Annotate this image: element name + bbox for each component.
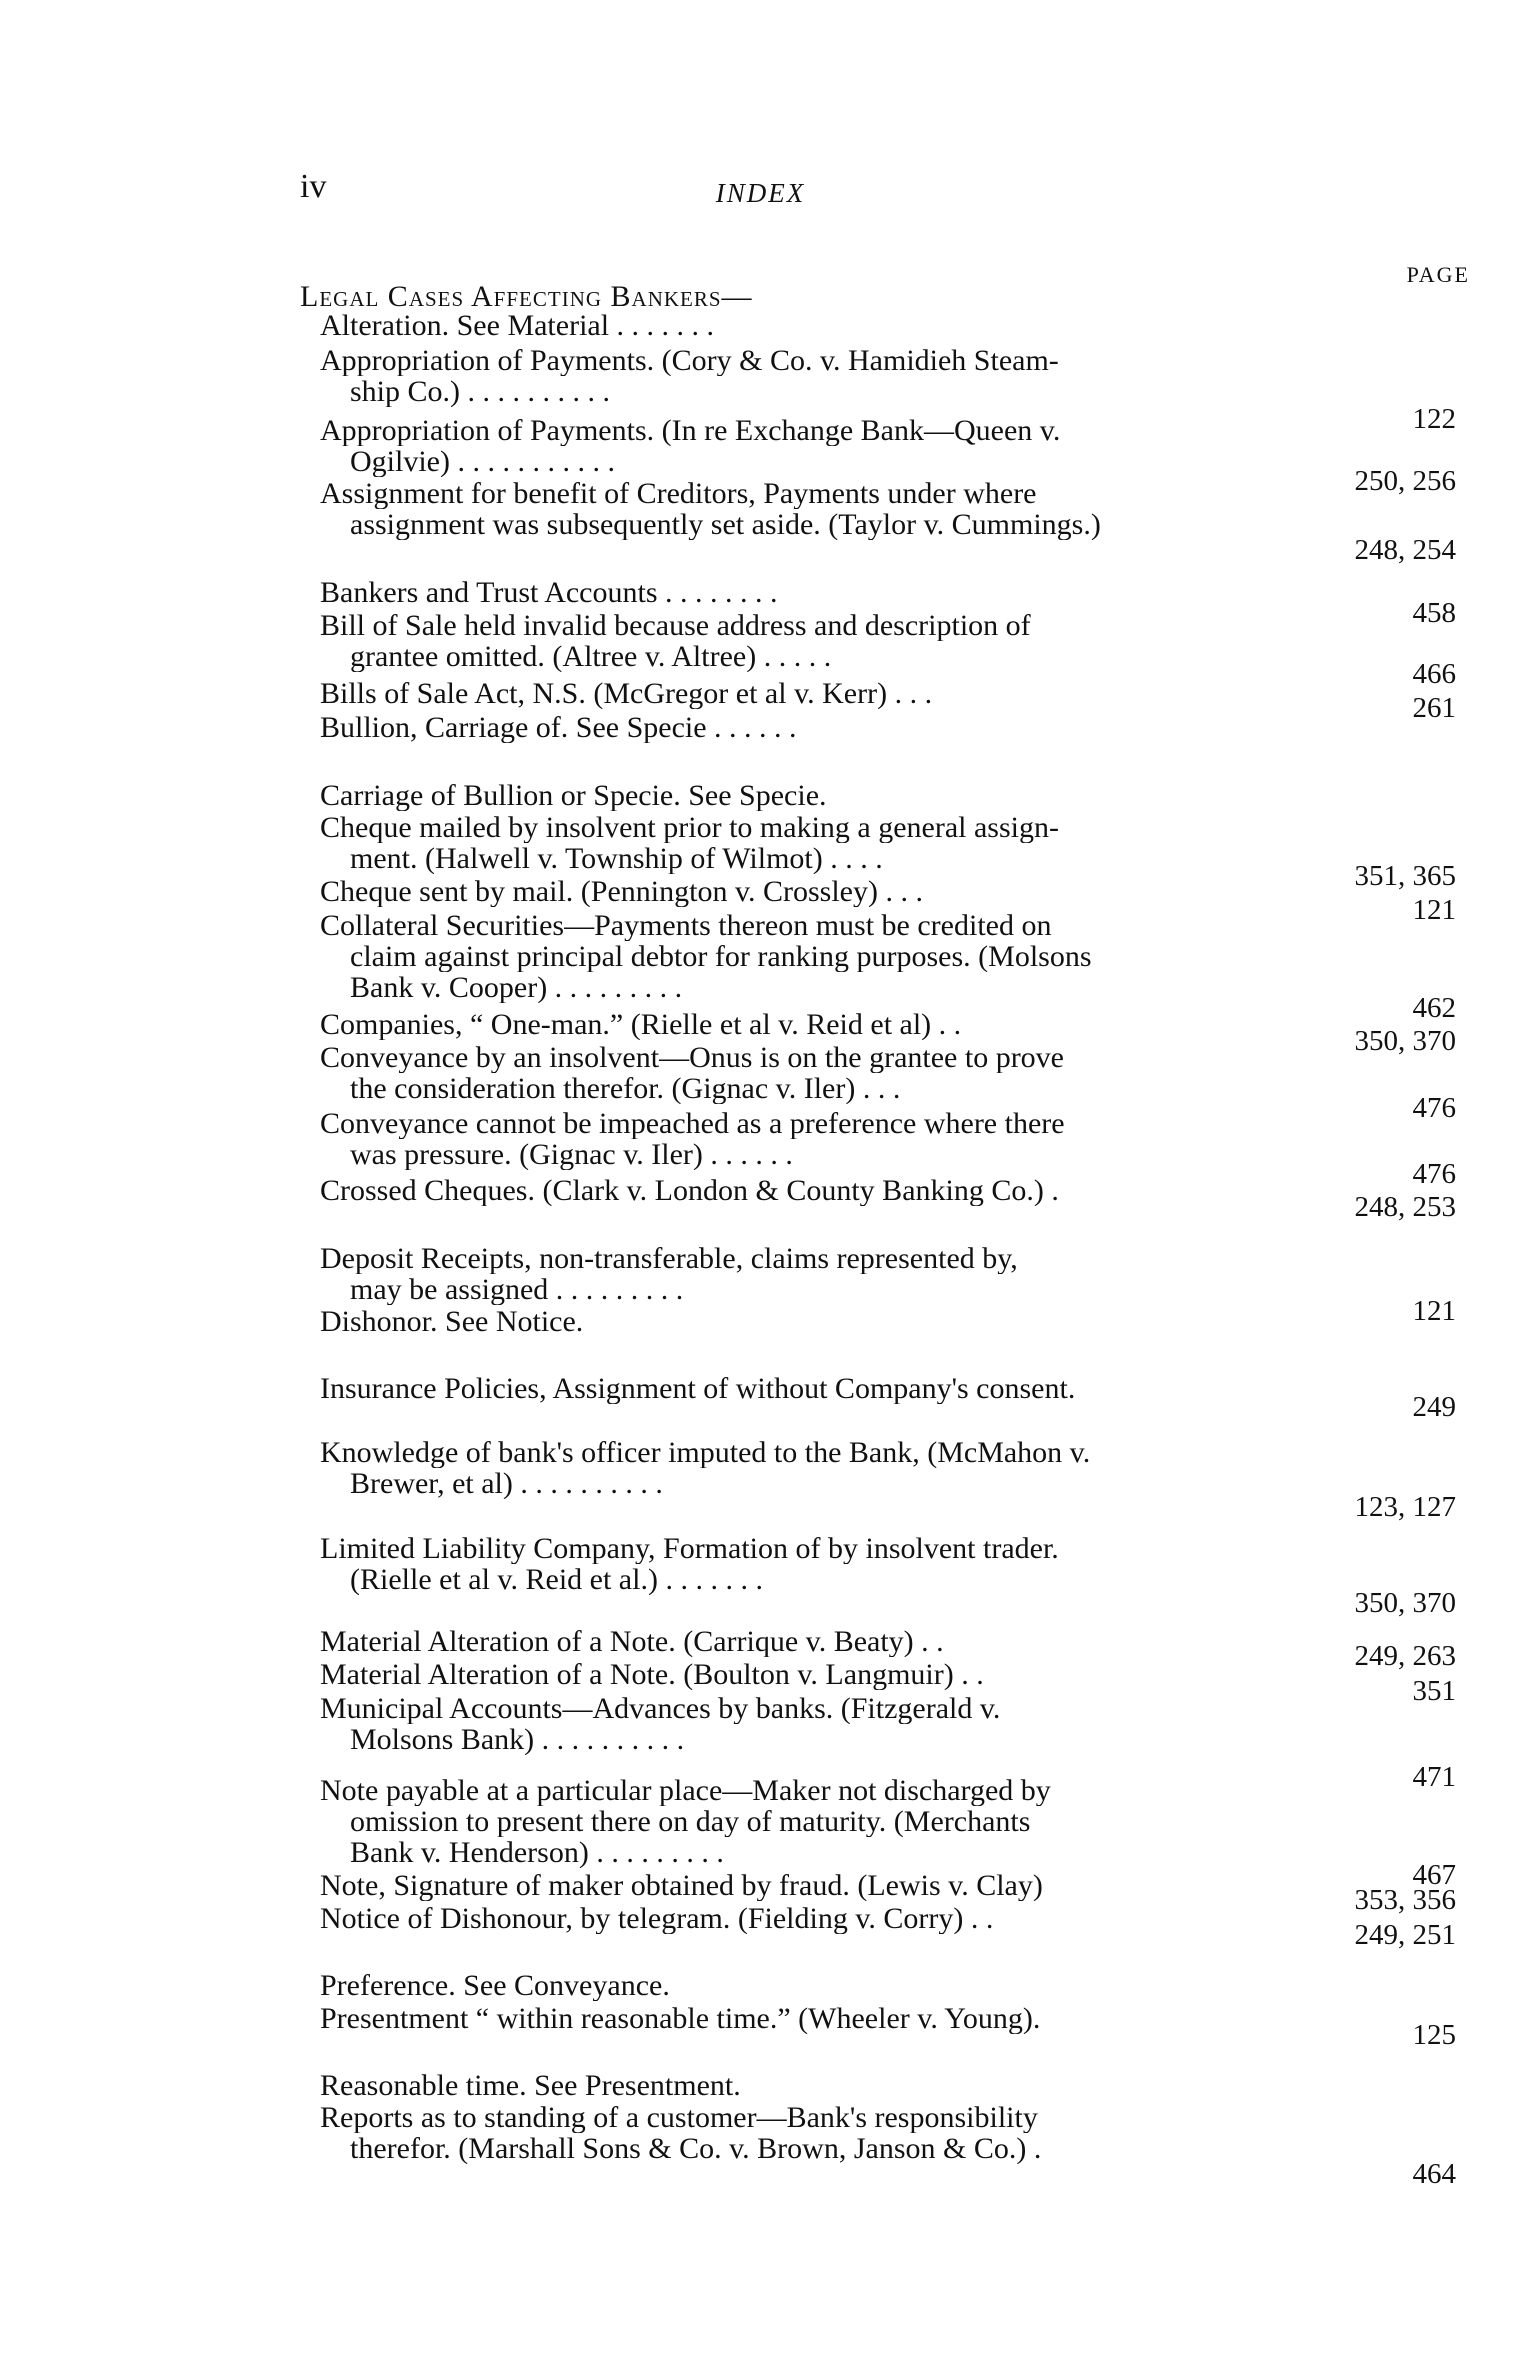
entry-page-numbers: 123, 127	[1354, 1491, 1456, 1523]
entry-line: Bill of Sale held invalid because address and description of	[320, 610, 1031, 641]
page-folio: iv	[300, 168, 327, 205]
index-entry	[0, 1533, 1521, 1619]
entry-text	[320, 1042, 1275, 1104]
entry-text	[320, 415, 1275, 477]
entry-text	[320, 1373, 1275, 1404]
entry-line: Cheque sent by mail. (Pennington v. Crossley) . . .	[320, 876, 923, 907]
entry-line: ship Co.) . . . . . . . . . .	[350, 376, 611, 407]
entry-text	[320, 1533, 1275, 1595]
index-entry	[0, 712, 1521, 743]
entry-line: Notice of Dishonour, by telegram. (Fielding v. Corry) . .	[320, 1903, 994, 1934]
entry-line: the consideration therefor. (Gignac v. Iler) . . .	[350, 1073, 901, 1104]
index-entry	[0, 1437, 1521, 1523]
entry-line: may be assigned . . . . . . . . .	[350, 1274, 684, 1305]
entry-line: Knowledge of bank's officer imputed to the Bank, (McMahon v.	[320, 1437, 1091, 1468]
entry-page-numbers: 122	[1412, 403, 1456, 435]
entry-line: Assignment for benefit of Creditors, Payments under where	[320, 478, 1037, 509]
index-entry	[0, 678, 1521, 724]
entry-line: was pressure. (Gignac v. Iler) . . . . . .	[350, 1139, 793, 1170]
entry-line: Limited Liability Company, Formation of by insolvent trader.	[320, 1533, 1059, 1564]
entry-page-numbers: 121	[1412, 894, 1456, 926]
entry-text	[320, 2102, 1275, 2164]
entry-page-numbers: 125	[1412, 2019, 1456, 2051]
entry-line: Cheque mailed by insolvent prior to making a general assign-	[320, 812, 1059, 843]
entry-page-numbers: 248, 254	[1354, 534, 1456, 566]
entry-text	[320, 610, 1275, 672]
entry-page-numbers: 353, 356	[1354, 1884, 1456, 1916]
entry-text	[320, 1243, 1275, 1305]
index-entry	[0, 1373, 1521, 1423]
entry-text	[320, 1626, 1275, 1657]
entry-text	[320, 780, 1275, 811]
entry-line: Carriage of Bullion or Specie. See Specie.	[320, 780, 827, 811]
index-entry	[0, 2003, 1521, 2051]
index-entry	[0, 1108, 1521, 1190]
index-entry	[0, 780, 1521, 811]
entry-line: Preference. See Conveyance.	[320, 1970, 670, 2001]
entry-text	[320, 577, 1275, 608]
entry-line: Molsons Bank) . . . . . . . . . .	[350, 1724, 685, 1755]
entry-line: grantee omitted. (Altree v. Altree) . . . . .	[350, 641, 832, 672]
entry-page-numbers: 350, 370	[1354, 1025, 1456, 1057]
entry-line: Alteration. See Material . . . . . . .	[320, 310, 715, 341]
index-entry	[0, 1903, 1521, 1951]
entry-text	[320, 478, 1275, 540]
entry-line: omission to present there on day of maturity. (Merchants	[350, 1806, 1031, 1837]
entry-text	[320, 2070, 1275, 2101]
entry-line: Bank v. Henderson) . . . . . . . . .	[350, 1837, 724, 1868]
page-column-label: PAGE	[1406, 262, 1470, 287]
entry-page-numbers: 261	[1412, 692, 1456, 724]
entry-line: Bills of Sale Act, N.S. (McGregor et al v. Kerr) . . .	[320, 678, 933, 709]
entry-page-numbers: 471	[1412, 1761, 1456, 1793]
entry-line: Note, Signature of maker obtained by fraud. (Lewis v. Clay)	[320, 1870, 1043, 1901]
entry-line: therefor. (Marshall Sons & Co. v. Brown, Janson & Co.) .	[350, 2133, 1042, 2164]
entry-page-numbers: 467	[1412, 1859, 1456, 1891]
entry-text	[320, 1437, 1275, 1499]
index-entry	[0, 310, 1521, 341]
entry-page-numbers: 250, 256	[1354, 465, 1456, 497]
entry-page-numbers: 466	[1412, 658, 1456, 690]
entry-line: Deposit Receipts, non-transferable, claims represented by,	[320, 1243, 1018, 1274]
entry-text	[320, 1009, 1275, 1040]
entry-line: Ogilvie) . . . . . . . . . . .	[350, 446, 615, 477]
entry-line: Crossed Cheques. (Clark v. London & County Banking Co.) .	[320, 1175, 1059, 1206]
index-entry	[0, 1970, 1521, 2001]
index-entry	[0, 2070, 1521, 2101]
index-entry	[0, 1626, 1521, 1672]
entry-page-numbers: 458	[1412, 597, 1456, 629]
entry-text	[320, 678, 1275, 709]
entry-line: claim against principal debtor for ranking purposes. (Molsons	[350, 941, 1092, 972]
entry-text	[320, 876, 1275, 907]
entry-text	[320, 1870, 1275, 1901]
entry-text	[320, 1659, 1275, 1690]
entry-page-numbers: 249, 263	[1354, 1640, 1456, 1672]
entry-line: Appropriation of Payments. (In re Exchange Bank—Queen v.	[320, 415, 1061, 446]
entry-text	[320, 1175, 1275, 1206]
entry-text	[320, 812, 1275, 874]
section-heading: Legal Cases Affecting Bankers—	[300, 280, 753, 313]
entry-text	[320, 1108, 1275, 1170]
entry-line: Material Alteration of a Note. (Boulton v. Langmuir) . .	[320, 1659, 984, 1690]
entry-line: Presentment “ within reasonable time.” (Wheeler v. Young).	[320, 2003, 1041, 2034]
entry-text	[320, 1903, 1275, 1934]
entry-text	[320, 910, 1275, 1003]
entry-page-numbers: 351	[1412, 1675, 1456, 1707]
entry-page-numbers: 121	[1412, 1295, 1456, 1327]
entry-line: Bank v. Cooper) . . . . . . . . .	[350, 972, 683, 1003]
entry-line: ment. (Halwell v. Township of Wilmot) . . . .	[350, 843, 883, 874]
entry-text	[320, 712, 1275, 743]
entry-line: Dishonor. See Notice.	[320, 1306, 584, 1337]
entry-line: Collateral Securities—Payments thereon must be credited on	[320, 910, 1052, 941]
entry-line: Appropriation of Payments. (Cory & Co. v. Hamidieh Steam-	[320, 345, 1059, 376]
entry-page-numbers: 462	[1412, 992, 1456, 1024]
index-entry	[0, 1659, 1521, 1707]
entry-page-numbers: 249	[1412, 1391, 1456, 1423]
index-entry	[0, 1009, 1521, 1057]
entry-line: Insurance Policies, Assignment of without Company's consent.	[320, 1373, 1076, 1404]
entry-page-numbers: 476	[1412, 1158, 1456, 1190]
entry-page-numbers: 476	[1412, 1092, 1456, 1124]
entry-line: assignment was subsequently set aside. (Taylor v. Cummings.)	[350, 509, 1101, 540]
entry-line: Bullion, Carriage of. See Specie . . . . . .	[320, 712, 797, 743]
entry-line: Material Alteration of a Note. (Carrique v. Beaty) . .	[320, 1626, 944, 1657]
entry-line: (Rielle et al v. Reid et al.) . . . . . . .	[350, 1564, 763, 1595]
entry-text	[320, 1306, 1275, 1337]
entry-line: Municipal Accounts—Advances by banks. (Fitzgerald v.	[320, 1693, 1001, 1724]
entry-page-numbers: 248, 253	[1354, 1191, 1456, 1223]
index-entry	[0, 2102, 1521, 2190]
entry-line: Reports as to standing of a customer—Bank's responsibility	[320, 2102, 1038, 2133]
entry-text	[320, 2003, 1275, 2034]
entry-line: Note payable at a particular place—Maker not discharged by	[320, 1775, 1051, 1806]
entry-line: Conveyance by an insolvent—Onus is on the grantee to prove	[320, 1042, 1064, 1073]
entry-page-numbers: 350, 370	[1354, 1587, 1456, 1619]
entry-line: Brewer, et al) . . . . . . . . . .	[350, 1468, 663, 1499]
entry-page-numbers: 351, 365	[1354, 860, 1456, 892]
entry-line: Bankers and Trust Accounts . . . . . . . .	[320, 577, 778, 608]
entry-line: Reasonable time. See Presentment.	[320, 2070, 741, 2101]
entry-text	[320, 310, 1275, 341]
entry-text	[320, 345, 1275, 407]
entry-line: Companies, “ One-man.” (Rielle et al v. Reid et al) . .	[320, 1009, 962, 1040]
entry-text	[320, 1970, 1275, 2001]
entry-text	[320, 1693, 1275, 1755]
entry-text	[320, 1775, 1275, 1868]
entry-page-numbers: 464	[1412, 2158, 1456, 2190]
entry-page-numbers: 249, 251	[1354, 1919, 1456, 1951]
entry-line: Conveyance cannot be impeached as a preference where there	[320, 1108, 1065, 1139]
running-title: INDEX	[715, 178, 806, 208]
index-entry	[0, 1175, 1521, 1223]
